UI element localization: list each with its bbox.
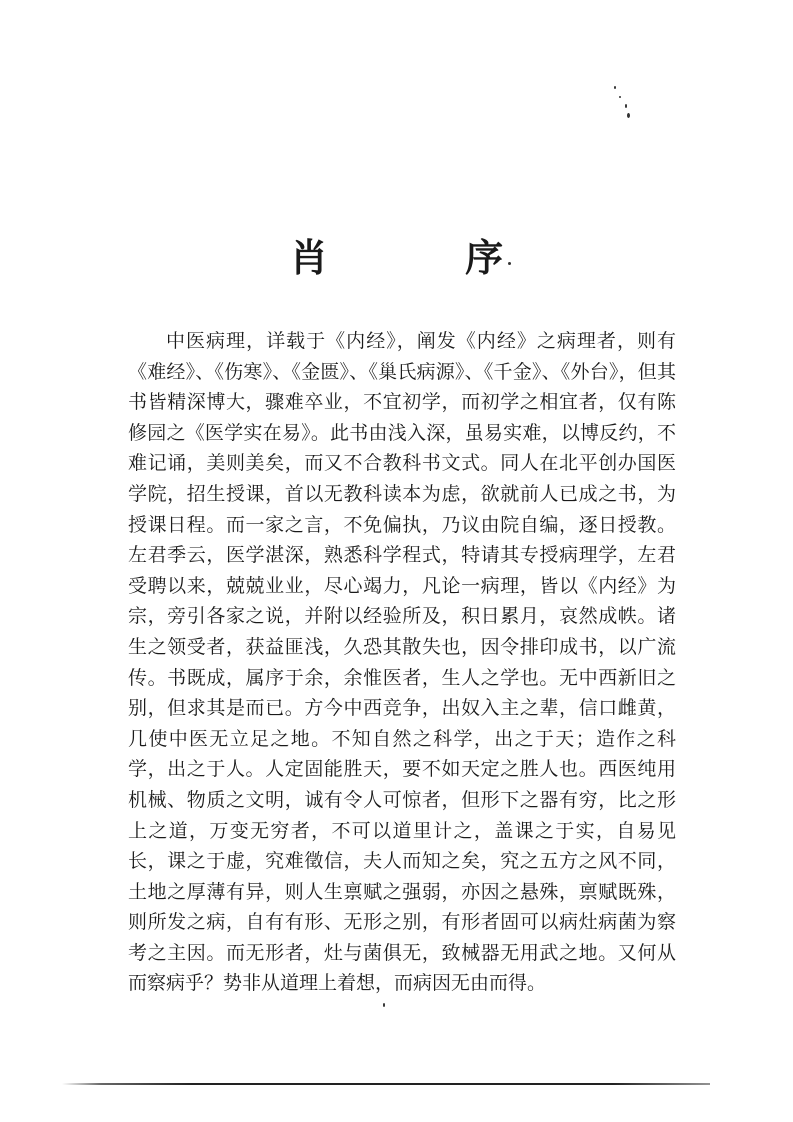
- scan-speck: [614, 86, 616, 89]
- scan-speck: [619, 96, 621, 98]
- scan-speck: [383, 1003, 385, 1007]
- page-bottom-rule: [62, 1083, 710, 1085]
- scan-speck: [625, 104, 627, 108]
- preface-paragraph: 中医病理，详载于《内经》，阐发《内经》之病理者，则有《难经》、《伤寒》、《金匮》、《巢氏病源》、《千金》、《外台》，但其书皆精深博大，骤难卒业，不宜初学，而初学之相宜者，仅有陈修园之《医学实在易》。此书由浅入深，虽易实难，以博反约，不难记诵，美则美矣，而又不合教科书文式。同人在北平创办国医学院，招生授课，首以无教科读本为虑，欲就前人已成之书，为授课日程。而一家之言，不免偏执，乃议由院自编，逐日授教。左君季云，医学湛深，熟悉科学程式，特请其专授病理学，左君受聘以来，兢兢业业，尽心竭力，凡论一病理，皆以《内经》为宗，旁引各家之说，并附以经验所及，积日累月，哀然成帙。诸生之领受者，获益匪浅，久恐其散失也，因令排印成书，以广流传。书既成，属序于余，余惟医者，生人之学也。无中西新旧之别，但求其是而已。方今中西竞争，出奴入主之辈，信口雌黄，几使中医无立足之地。不知自然之科学，出之于天；造作之科学，出之于人。人定固能胜天，要不如天定之胜人也。西医纯用机械、物质之文明，诚有令人可惊者，但形下之器有穷，比之形上之道，万变无穷者，不可以道里计之，盖课之于实，自易见长，课之于虚，究难徵信，夫人而知之矣，究之五方之风不同，土地之厚薄有异，则人生禀赋之强弱，亦因之悬殊，禀赋既殊，则所发之病，自有有形、无形之别，有形者固可以病灶病菌为察考之主因。而无形者，灶与菌俱无，致械器无用武之地。又何从而察病乎？势非从道理上着想，而病因无由而得。: [128, 330, 676, 995]
- scan-speck: [627, 113, 630, 118]
- page-title: 肖 序: [289, 235, 566, 280]
